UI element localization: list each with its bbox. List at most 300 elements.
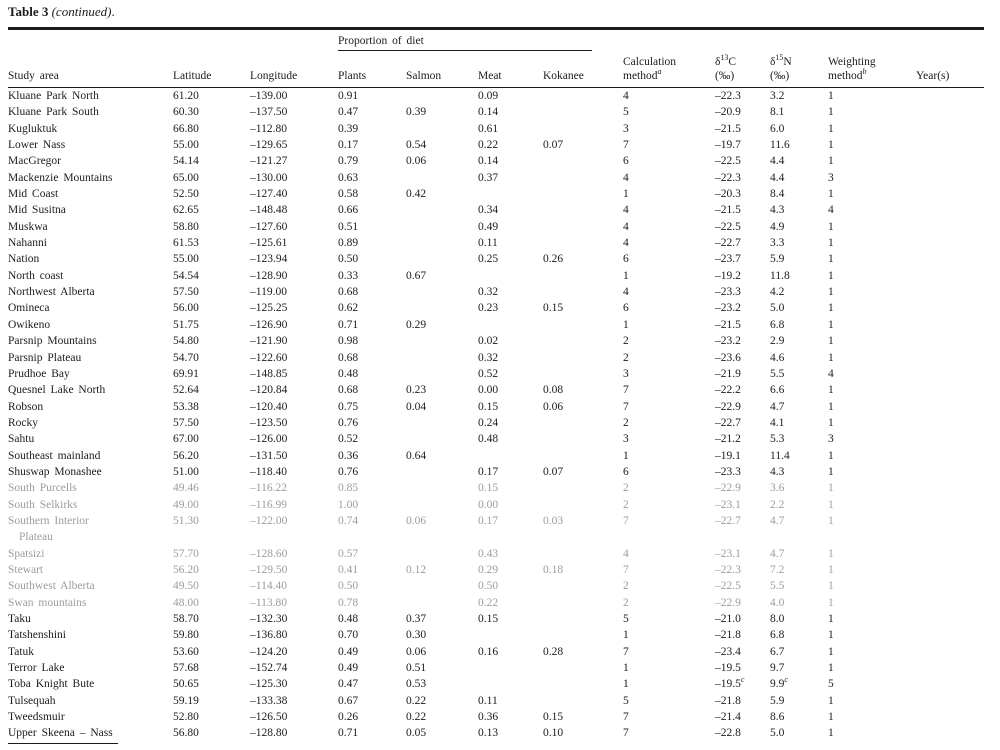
- cell-plants: 0.67: [338, 694, 359, 707]
- cell-lon: –137.50: [250, 106, 288, 119]
- table-row: [8, 578, 984, 594]
- cell-lat: 57.50: [173, 416, 199, 429]
- cell-year: [916, 399, 984, 415]
- cell-lat: 54.14: [173, 155, 199, 168]
- cell-lat: 65.00: [173, 171, 199, 184]
- cell-lon: –125.25: [250, 302, 288, 315]
- cell-meat: 0.09: [478, 90, 499, 102]
- cell-kokanee: [543, 219, 623, 235]
- table-row: [8, 431, 984, 447]
- cell-area: Taku: [8, 613, 31, 625]
- cell-d15n: 8.4: [770, 188, 785, 201]
- cell-salmon: [406, 170, 478, 186]
- cell-weight: 1: [828, 613, 834, 625]
- cell-calc: 2: [623, 335, 629, 348]
- cell-plants: 0.79: [338, 155, 359, 168]
- cell-plants: 0.74: [338, 514, 359, 527]
- cell-lon: –121.90: [250, 335, 288, 348]
- cell-area: Southwest Alberta: [8, 580, 95, 593]
- table-caption-number: Table 3: [8, 4, 49, 19]
- cell-lon: –121.27: [250, 155, 288, 168]
- cell-meat: 0.50: [478, 580, 499, 593]
- cell-meat: 0.15: [478, 613, 499, 625]
- cell-d15n: 11.4: [770, 449, 790, 462]
- cell-d13c: –23.3: [715, 286, 741, 299]
- cell-meat: [478, 268, 543, 284]
- cell-year: [916, 660, 984, 676]
- cell-year: [916, 644, 984, 660]
- cell-kokanee: 0.18: [543, 563, 564, 576]
- cell-weight: 1: [828, 237, 834, 250]
- cell-d13c: –23.1: [715, 498, 741, 511]
- cell-lat: 60.30: [173, 106, 199, 119]
- cell-meat: 0.11: [478, 237, 498, 250]
- cell-lon: –126.00: [250, 433, 288, 446]
- cell-year: [916, 693, 984, 709]
- column-header-d13c: $\delta^{13}C$ (‰): [715, 52, 770, 88]
- cell-salmon: 0.22: [406, 694, 427, 707]
- cell-area: Lower Nass: [8, 139, 66, 152]
- cell-d15n: 8.6: [770, 711, 785, 724]
- cell-salmon: 0.22: [406, 711, 427, 724]
- table-row: [8, 170, 984, 186]
- cell-year: [916, 448, 984, 464]
- cell-lat: 50.65: [173, 678, 199, 691]
- cell-plants: 0.98: [338, 335, 359, 348]
- cell-lat: 49.46: [173, 482, 199, 495]
- cell-weight: 4: [828, 367, 834, 380]
- cell-plants: 0.75: [338, 400, 359, 413]
- cell-kokanee: [543, 317, 623, 333]
- cell-plants: 0.57: [338, 547, 359, 560]
- cell-year: [916, 104, 984, 120]
- cell-salmon: 0.64: [406, 449, 427, 462]
- cell-lon: –128.80: [250, 727, 288, 740]
- cell-kokanee: 0.06: [543, 400, 564, 413]
- cell-year: [916, 627, 984, 643]
- cell-plants: 0.63: [338, 171, 359, 184]
- table-row: [8, 660, 984, 676]
- cell-plants: 0.47: [338, 106, 359, 119]
- table-row: [8, 333, 984, 349]
- cell-salmon: 0.23: [406, 384, 427, 397]
- cell-lat: 57.68: [173, 662, 199, 675]
- cell-d13c: –22.9: [715, 482, 741, 495]
- cell-d15n: 9.7: [770, 662, 785, 675]
- cell-lat: 54.80: [173, 335, 199, 348]
- cell-plants: 0.26: [338, 711, 359, 724]
- cell-lon: –126.50: [250, 711, 288, 724]
- cell-lon: –129.50: [250, 563, 288, 576]
- cell-lat: 53.60: [173, 645, 199, 658]
- cell-salmon: [406, 350, 478, 366]
- cell-weight: 1: [828, 90, 834, 102]
- cell-salmon: [406, 88, 478, 105]
- cell-d15n: 6.8: [770, 629, 785, 642]
- cell-meat: 0.00: [478, 498, 499, 511]
- table-row: [8, 676, 984, 692]
- table-row: [8, 317, 984, 333]
- cell-calc: 7: [623, 400, 629, 413]
- table-row: [8, 88, 984, 105]
- cell-lon: –127.60: [250, 220, 288, 233]
- cell-weight: 1: [828, 155, 834, 168]
- cell-salmon: [406, 121, 478, 137]
- cell-lat: 52.80: [173, 711, 199, 724]
- cell-plants: 0.68: [338, 351, 359, 364]
- cell-area: Spatsizi: [8, 547, 45, 560]
- cell-d13c: –21.8: [715, 694, 741, 707]
- cell-kokanee: 0.03: [543, 514, 564, 527]
- cell-meat: 0.17: [478, 514, 499, 527]
- table-row: [8, 644, 984, 660]
- cell-weight: 1: [828, 629, 834, 642]
- cell-weight: 5: [828, 678, 834, 691]
- cell-meat: [478, 186, 543, 202]
- cell-d15n: 7.2: [770, 563, 785, 576]
- cell-d15n: 4.7: [770, 514, 785, 527]
- cell-area: Prudhoe Bay: [8, 367, 70, 380]
- cell-salmon: 0.06: [406, 645, 427, 658]
- column-header-row: [8, 52, 984, 88]
- cell-lat: 52.64: [173, 384, 199, 397]
- cell-plants: 0.66: [338, 204, 359, 217]
- cell-weight: 1: [828, 220, 834, 233]
- cell-kokanee: [543, 268, 623, 284]
- cell-year: [916, 284, 984, 300]
- proportion-of-diet-group-cell: [338, 29, 623, 53]
- cell-year: [916, 464, 984, 480]
- cell-d13c: –22.9: [715, 596, 741, 609]
- cell-lat: 51.00: [173, 465, 199, 478]
- cell-salmon: 0.05: [406, 727, 427, 740]
- cell-calc: 1: [623, 678, 629, 691]
- cell-plants: 0.49: [338, 662, 359, 675]
- cell-area: Mid Susitna: [8, 204, 66, 217]
- cell-year: [916, 382, 984, 398]
- cell-d13c: –19.5$^c$: [715, 675, 745, 691]
- cell-calc: 2: [623, 580, 629, 593]
- cell-d15n: 8.1: [770, 106, 785, 119]
- cell-weight: 1: [828, 253, 834, 266]
- cell-calc: 7: [623, 514, 629, 527]
- cell-area: Tulsequah: [8, 694, 56, 707]
- cell-area: Rocky: [8, 416, 39, 429]
- cell-lat: 66.80: [173, 122, 199, 135]
- cell-lat: 49.50: [173, 580, 199, 593]
- cell-plants: 0.85: [338, 482, 359, 495]
- cell-kokanee: [543, 366, 623, 382]
- cell-area: Muskwa: [8, 220, 48, 233]
- cell-salmon: [406, 300, 478, 316]
- cell-d15n: 4.3: [770, 204, 785, 217]
- cell-weight: 1: [828, 596, 834, 609]
- cell-d13c: –21.8: [715, 629, 741, 642]
- cell-year: [916, 676, 984, 692]
- table-row: [8, 219, 984, 235]
- cell-calc: 5: [623, 613, 629, 625]
- cell-area: Terror Lake: [8, 662, 65, 675]
- cell-plants: 0.70: [338, 629, 359, 642]
- cell-plants: 0.48: [338, 367, 359, 380]
- cell-meat: 0.00: [478, 384, 499, 397]
- cell-weight: 1: [828, 694, 834, 707]
- cell-meat: 0.49: [478, 220, 499, 233]
- table-row: [8, 251, 984, 267]
- cell-d15n: 4.2: [770, 286, 785, 299]
- cell-d13c: –19.2: [715, 269, 741, 282]
- cell-weight: 1: [828, 318, 834, 331]
- cell-d15n: 4.7: [770, 547, 785, 560]
- cell-year: [916, 595, 984, 611]
- cell-d15n: 4.4: [770, 155, 785, 168]
- cell-d13c: –22.3: [715, 563, 741, 576]
- cell-lon: –127.40: [250, 188, 288, 201]
- column-header-plants: Plants: [338, 52, 406, 88]
- cell-salmon: [406, 366, 478, 382]
- cell-plants: 0.48: [338, 613, 359, 625]
- cell-d13c: –21.5: [715, 122, 741, 135]
- cell-meat: [478, 676, 543, 692]
- cell-salmon: 0.67: [406, 269, 427, 282]
- cell-year: [916, 333, 984, 349]
- table-row: [8, 186, 984, 202]
- cell-lat: 56.80: [173, 727, 199, 740]
- cell-weight: 1: [828, 662, 834, 675]
- cell-lon: –123.94: [250, 253, 288, 266]
- column-header-lon: Longitude: [250, 52, 338, 88]
- table-row: [8, 709, 984, 725]
- cell-area: Quesnel Lake North: [8, 384, 106, 397]
- cell-area: Omineca: [8, 302, 50, 315]
- cell-kokanee: 0.10: [543, 727, 564, 740]
- cell-plants: 0.41: [338, 563, 359, 576]
- cell-year: [916, 350, 984, 366]
- cell-area: Parsnip Plateau: [8, 351, 82, 364]
- cell-lat: 51.75: [173, 318, 199, 331]
- cell-lat: 56.20: [173, 449, 199, 462]
- cell-d13c: –22.7: [715, 416, 741, 429]
- header-spacer-cell: [623, 29, 984, 53]
- column-header-weight: Weighting method$^b$: [828, 52, 916, 88]
- cell-lat: 59.19: [173, 694, 199, 707]
- cell-plants: 0.71: [338, 318, 359, 331]
- cell-lon: –122.00: [250, 514, 288, 527]
- cell-area: Sahtu: [8, 433, 35, 446]
- cell-plants: 0.76: [338, 465, 359, 478]
- cell-area: Kugluktuk: [8, 122, 58, 135]
- cell-lat: 61.20: [173, 90, 199, 102]
- cell-meat: 0.22: [478, 596, 499, 609]
- cell-d13c: –22.3: [715, 171, 741, 184]
- cell-plants: 0.17: [338, 139, 359, 152]
- cell-calc: 6: [623, 465, 629, 478]
- cell-meat: 0.15: [478, 482, 499, 495]
- cell-d13c: –21.5: [715, 318, 741, 331]
- cell-calc: 4: [623, 286, 629, 299]
- cell-weight: 1: [828, 580, 834, 593]
- table-row: [8, 546, 984, 562]
- cell-plants: 1.00: [338, 498, 359, 511]
- cell-plants: 0.52: [338, 433, 359, 446]
- cell-lon: –124.20: [250, 645, 288, 658]
- table-row: [8, 562, 984, 578]
- cell-lat: 49.00: [173, 498, 199, 511]
- cell-plants: 0.39: [338, 122, 359, 135]
- cell-weight: 1: [828, 269, 834, 282]
- cell-plants: 0.78: [338, 596, 359, 609]
- cell-kokanee: [543, 546, 623, 562]
- cell-plants: 0.33: [338, 269, 359, 282]
- cell-plants: 0.51: [338, 220, 359, 233]
- cell-year: [916, 121, 984, 137]
- cell-lon: –113.80: [250, 596, 287, 609]
- cell-kokanee: [543, 448, 623, 464]
- cell-calc: 5: [623, 694, 629, 707]
- table-row: [8, 382, 984, 398]
- column-header-meat: Meat: [478, 52, 543, 88]
- table-row: [8, 284, 984, 300]
- cell-lat: 54.54: [173, 269, 199, 282]
- table-row: [8, 350, 984, 366]
- table-caption-period: .: [111, 4, 115, 19]
- cell-salmon: 0.42: [406, 188, 427, 201]
- cell-calc: 3: [623, 433, 629, 446]
- cell-calc: 7: [623, 727, 629, 740]
- cell-lon: –125.30: [250, 678, 288, 691]
- cell-year: [916, 317, 984, 333]
- cell-area: MacGregor: [8, 155, 62, 168]
- table-row: [8, 202, 984, 218]
- cell-meat: 0.14: [478, 155, 499, 168]
- cell-kokanee: 0.15: [543, 302, 564, 315]
- table-row: [8, 121, 984, 137]
- table-caption-continued: (continued): [51, 4, 112, 19]
- cell-salmon: [406, 251, 478, 267]
- cell-plants: 0.71: [338, 727, 359, 740]
- table-row: [8, 627, 984, 643]
- cell-calc: 1: [623, 269, 629, 282]
- cell-lat: 56.00: [173, 302, 199, 315]
- cell-d13c: –23.4: [715, 645, 741, 658]
- cell-year: [916, 251, 984, 267]
- cell-year: [916, 497, 984, 513]
- cell-calc: 6: [623, 302, 629, 315]
- column-header-salmon: Salmon: [406, 52, 478, 88]
- cell-meat: 0.43: [478, 547, 499, 560]
- table-row: [8, 693, 984, 709]
- cell-kokanee: [543, 121, 623, 137]
- cell-area: [8, 725, 173, 743]
- cell-kokanee: [543, 170, 623, 186]
- cell-salmon: 0.30: [406, 629, 427, 642]
- cell-meat: 0.24: [478, 416, 499, 429]
- cell-kokanee: [543, 578, 623, 594]
- cell-year: [916, 268, 984, 284]
- cell-d15n: 5.5: [770, 367, 785, 380]
- cell-weight: 1: [828, 514, 834, 527]
- cell-salmon: 0.53: [406, 678, 427, 691]
- cell-meat: 0.32: [478, 286, 499, 299]
- column-header-area: Study area: [8, 52, 173, 88]
- cell-calc: 7: [623, 139, 629, 152]
- cell-d15n: 2.2: [770, 498, 785, 511]
- cell-meat: 0.37: [478, 171, 499, 184]
- cell-salmon: [406, 497, 478, 513]
- cell-salmon: 0.29: [406, 318, 427, 331]
- cell-d15n: 3.3: [770, 237, 785, 250]
- cell-area: Mackenzie Mountains: [8, 171, 113, 184]
- cell-plants: 0.58: [338, 188, 359, 201]
- cell-d13c: –23.2: [715, 302, 741, 315]
- cell-lon: –125.61: [250, 237, 288, 250]
- cell-d15n: 9.9$^c$: [770, 675, 788, 691]
- cell-kokanee: [543, 186, 623, 202]
- cell-d13c: –22.2: [715, 384, 741, 397]
- cell-d13c: –19.1: [715, 449, 741, 462]
- column-header-calc: Calculation method$^a$: [623, 52, 715, 88]
- cell-weight: 1: [828, 449, 834, 462]
- cell-weight: 1: [828, 188, 834, 201]
- cell-salmon: 0.06: [406, 514, 427, 527]
- area-label-line2: Plateau: [19, 531, 53, 544]
- cell-calc: 2: [623, 498, 629, 511]
- cell-year: [916, 202, 984, 218]
- cell-kokanee: [543, 235, 623, 251]
- cell-salmon: [406, 578, 478, 594]
- cell-d15n: 5.3: [770, 433, 785, 446]
- cell-year: [916, 300, 984, 316]
- cell-lat: 54.70: [173, 351, 199, 364]
- cell-d13c: –20.3: [715, 188, 741, 201]
- table-row: [8, 153, 984, 169]
- cell-calc: 4: [623, 171, 629, 184]
- cell-plants: 0.50: [338, 253, 359, 266]
- cell-kokanee: [543, 88, 623, 105]
- cell-kokanee: 0.15: [543, 711, 564, 724]
- cell-year: [916, 415, 984, 431]
- cell-meat: 0.22: [478, 139, 499, 152]
- cell-lon: –148.48: [250, 204, 288, 217]
- table-row: [8, 268, 984, 284]
- cell-lon: –136.80: [250, 629, 288, 642]
- cell-plants: 0.47: [338, 678, 359, 691]
- cell-lon: –123.50: [250, 416, 288, 429]
- cell-weight: 3: [828, 171, 834, 184]
- cell-kokanee: [543, 431, 623, 447]
- cell-calc: 5: [623, 106, 629, 119]
- cell-area: Southeast mainland: [8, 449, 101, 462]
- cell-calc: 3: [623, 367, 629, 380]
- cell-weight: 1: [828, 482, 834, 495]
- cell-area: Stewart: [8, 563, 44, 576]
- cell-weight: 1: [828, 335, 834, 348]
- diet-proportion-table: [8, 27, 984, 744]
- cell-lat: 59.80: [173, 629, 199, 642]
- cell-d13c: –21.9: [715, 367, 741, 380]
- cell-area: Southern Interior Plateau: [8, 514, 89, 544]
- cell-salmon: 0.51: [406, 662, 427, 675]
- cell-lat: 52.50: [173, 188, 199, 201]
- cell-area: South Purcells: [8, 482, 77, 495]
- cell-kokanee: 0.26: [543, 253, 564, 266]
- cell-plants: 0.68: [338, 384, 359, 397]
- cell-weight: 1: [828, 498, 834, 511]
- cell-lon: –116.22: [250, 482, 287, 495]
- cell-calc: 7: [623, 384, 629, 397]
- table-row: [8, 300, 984, 316]
- cell-plants: 0.62: [338, 302, 359, 315]
